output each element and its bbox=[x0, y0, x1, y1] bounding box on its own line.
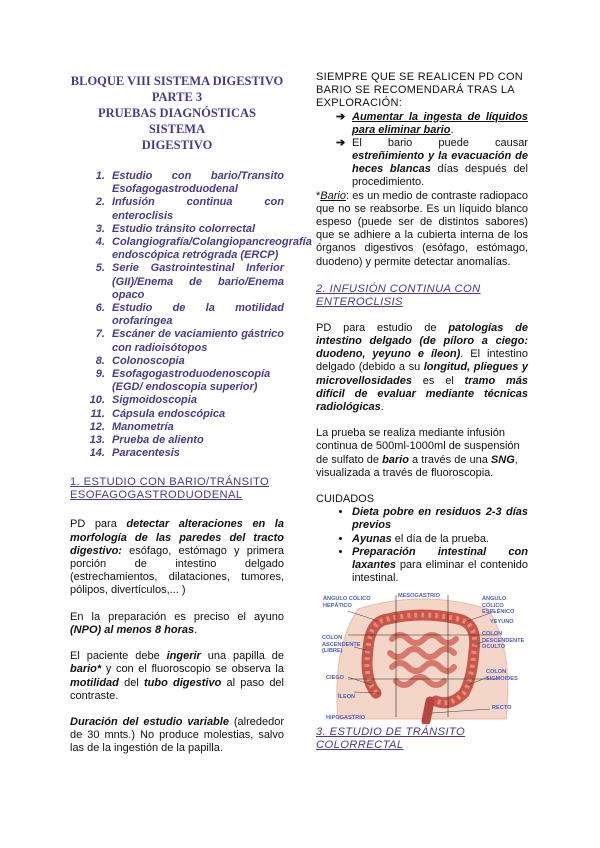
emphasis: patologías de intestino delgado (de píloro a ciego: duodeno, yeyuno e íleon) bbox=[316, 321, 528, 361]
cuidados-item bbox=[352, 546, 528, 586]
toc-item: 7. Escáner de vaciamiento gástrico con radioisótopos bbox=[108, 328, 284, 354]
cuidados-item bbox=[352, 506, 528, 532]
emphasis: Bario bbox=[320, 189, 346, 202]
section-1-heading: 1. ESTUDIO CON BARIO/TRÁNSITO ESOFAGOGASTRODUODENAL bbox=[70, 476, 270, 502]
cuidados-item bbox=[352, 533, 528, 546]
paragraph-duration bbox=[70, 716, 284, 756]
cuidados-label: CUIDADOS bbox=[316, 493, 375, 506]
text: días después del procedimiento. bbox=[352, 162, 528, 188]
emphasis: bario bbox=[382, 453, 409, 466]
text: . bbox=[450, 123, 454, 136]
toc-item: 9. Esofagogastroduodenoscopía (EGD/ endoscopia superior) bbox=[108, 368, 284, 394]
right-column bbox=[316, 0, 528, 585]
label-angulo-esplenico: ÁNGULO CÓLICO ESPLÉNICO bbox=[482, 596, 515, 615]
title-line: PARTE 3 bbox=[151, 90, 203, 104]
text: . El intestino delgado (debido a su bbox=[316, 348, 528, 374]
text: PD para bbox=[70, 518, 127, 531]
paragraph-infusion bbox=[316, 427, 528, 480]
arrow-icon: ➔ bbox=[336, 110, 346, 123]
label-recto: RECTO bbox=[492, 705, 512, 711]
text: al paso del contraste. bbox=[70, 676, 284, 702]
text: En la preparación es preciso el ayuno bbox=[70, 610, 284, 623]
emphasis: tramo más difícil de evaluar mediante técnicas radiológicas bbox=[316, 374, 528, 414]
toc-item: 14. Paracentesis bbox=[108, 447, 284, 460]
label-yeyuno: YEYUNO bbox=[490, 619, 514, 625]
text: esófago, estómago y primera porción de intestino delgado (estrechamientos, dilataciones, tumores, pólipos, divertículos,... ) bbox=[70, 544, 284, 597]
text: (alrededor de 30 mnts.) No produce molestias, salvo las de la ingestión de la papilla. bbox=[70, 715, 284, 755]
recommendation-list bbox=[316, 111, 528, 189]
left-column bbox=[70, 0, 312, 756]
emphasis: bario* bbox=[70, 663, 102, 676]
arrow-icon: ➔ bbox=[336, 136, 346, 149]
emphasis: estreñimiento y la evacuación de heces blancas bbox=[352, 149, 528, 175]
label-ileon: ÍLEON bbox=[338, 694, 356, 700]
text: y con el fluoroscopio se observa la bbox=[101, 663, 284, 676]
emphasis: tubo digestivo bbox=[143, 676, 222, 689]
toc-item: 10. Sigmoidoscopia bbox=[108, 394, 284, 407]
text: , visualizada a través de fluoroscopia. bbox=[316, 453, 518, 479]
toc-item: 13. Prueba de aliento bbox=[108, 434, 284, 447]
table-of-contents bbox=[70, 170, 312, 460]
text: el día de la prueba. bbox=[391, 532, 489, 545]
label-colon-ascendente: COLON ASCENDENTE (LIBRE) bbox=[322, 635, 361, 654]
label-colon-descendente: COLON DESCENDENTE OCULTO bbox=[482, 631, 525, 650]
emphasis: longitud, pliegues y microvellosidades bbox=[316, 361, 528, 387]
label-ciego: CIEGO bbox=[326, 675, 345, 681]
emphasis: (NPO) al menos 8 horas bbox=[70, 623, 195, 636]
emphasis: Aumentar la ingesta de líquidos para eliminar bario bbox=[352, 110, 528, 136]
text: es el bbox=[412, 374, 465, 387]
toc-item: 3. Estudio tránsito colorrectal bbox=[108, 223, 284, 236]
document-title bbox=[70, 73, 284, 153]
emphasis: SNG bbox=[490, 453, 515, 466]
label-colon-sigmoides: COLON SIGMOIDES bbox=[486, 669, 518, 682]
title-line: DIGESTIVO bbox=[141, 138, 213, 152]
text: a través de una bbox=[408, 453, 491, 466]
text: : es un medio de contraste radiopaco que no se reabsorbe. Es un líquido blanco espeso (puede ser de distintos sabores) que se adhiere a la cubierta interna de los órganos digestivos (esófago, estómago, duodeno) y permite detectar anomalías. bbox=[316, 189, 528, 268]
emphasis: Preparación intestinal con laxantes bbox=[352, 545, 528, 572]
cuidados-list bbox=[316, 506, 528, 585]
emphasis: Ayunas bbox=[352, 532, 392, 545]
title-line: BLOQUE VIII SISTEMA DIGESTIVO bbox=[70, 74, 284, 88]
text: El paciente debe bbox=[70, 650, 167, 663]
text: del bbox=[118, 676, 144, 689]
toc-item: 2. Infusión continua con enteroclisis bbox=[108, 196, 284, 222]
text: El bario puede causar bbox=[352, 136, 528, 149]
rectum-shape bbox=[426, 701, 430, 721]
emphasis: ingerir bbox=[166, 650, 201, 663]
text: La prueba se realiza mediante infusión continua de 500ml-1000ml de suspensión de sulfato de bbox=[316, 427, 520, 466]
text: . bbox=[380, 401, 384, 414]
paragraph-procedure bbox=[70, 650, 284, 703]
recommendation-item bbox=[336, 137, 528, 189]
toc-item: 1. Estudio con bario/Transito Esofagogastroduodenal bbox=[108, 170, 284, 196]
paragraph-purpose bbox=[70, 518, 284, 597]
toc-item: 8. Colonoscopia bbox=[108, 355, 284, 368]
text: para eliminar el contenido intestinal. bbox=[352, 559, 528, 585]
text: * bbox=[316, 189, 321, 202]
emphasis: motilidad bbox=[70, 676, 119, 689]
title-line: PRUEBAS DIAGNÓSTICAS SISTEMA bbox=[97, 106, 257, 136]
recommendation-item bbox=[336, 111, 528, 137]
toc-item: 5. Serie Gastrointestinal Inferior (GII)/Enema de bario/Enema opaco bbox=[108, 262, 284, 302]
toc-item: 12. Manometría bbox=[108, 421, 284, 434]
toc-item: 11. Cápsula endoscópica bbox=[108, 408, 284, 421]
text: . bbox=[194, 623, 198, 636]
emphasis: detectar alteraciones en la morfología de las paredes del tracto digestivo: bbox=[70, 518, 284, 557]
intestine-anatomy-figure bbox=[318, 589, 526, 724]
section-3-heading: 3. ESTUDIO DE TRÁNSITO COLORRECTAL bbox=[316, 726, 466, 751]
label-angulo-hepatico: ÁNGULO CÓLICO HEPÁTICO bbox=[323, 596, 371, 609]
paragraph-preparation bbox=[70, 611, 284, 637]
text: PD para estudio de bbox=[316, 321, 449, 334]
emphasis: Duración del estudio variable bbox=[70, 715, 229, 728]
section-2-heading: 2. INFUSIÓN CONTINUA CON ENTEROCLISIS bbox=[316, 282, 481, 308]
text: una papilla de bbox=[200, 650, 284, 663]
toc-item: 6. Estudio de la motilidad orofaríngea bbox=[108, 302, 284, 328]
label-mesogastrio: MESOGASTRIO bbox=[398, 593, 440, 599]
barium-note bbox=[316, 190, 528, 269]
label-hipogastrio: HIPOGASTRIO bbox=[326, 715, 366, 721]
toc-item: 4. Colangiografía/Colangiopancreografía endoscópica retrógrada (ERCP) bbox=[108, 236, 284, 262]
paragraph-enteroclysis bbox=[316, 322, 528, 414]
emphasis: Dieta pobre en residuos 2-3 días previos bbox=[352, 506, 528, 532]
post-exam-intro: SIEMPRE QUE SE REALICEN PD CON BARIO SE RECOMENDARÁ TRAS LA EXPLORACIÓN: bbox=[316, 71, 524, 110]
